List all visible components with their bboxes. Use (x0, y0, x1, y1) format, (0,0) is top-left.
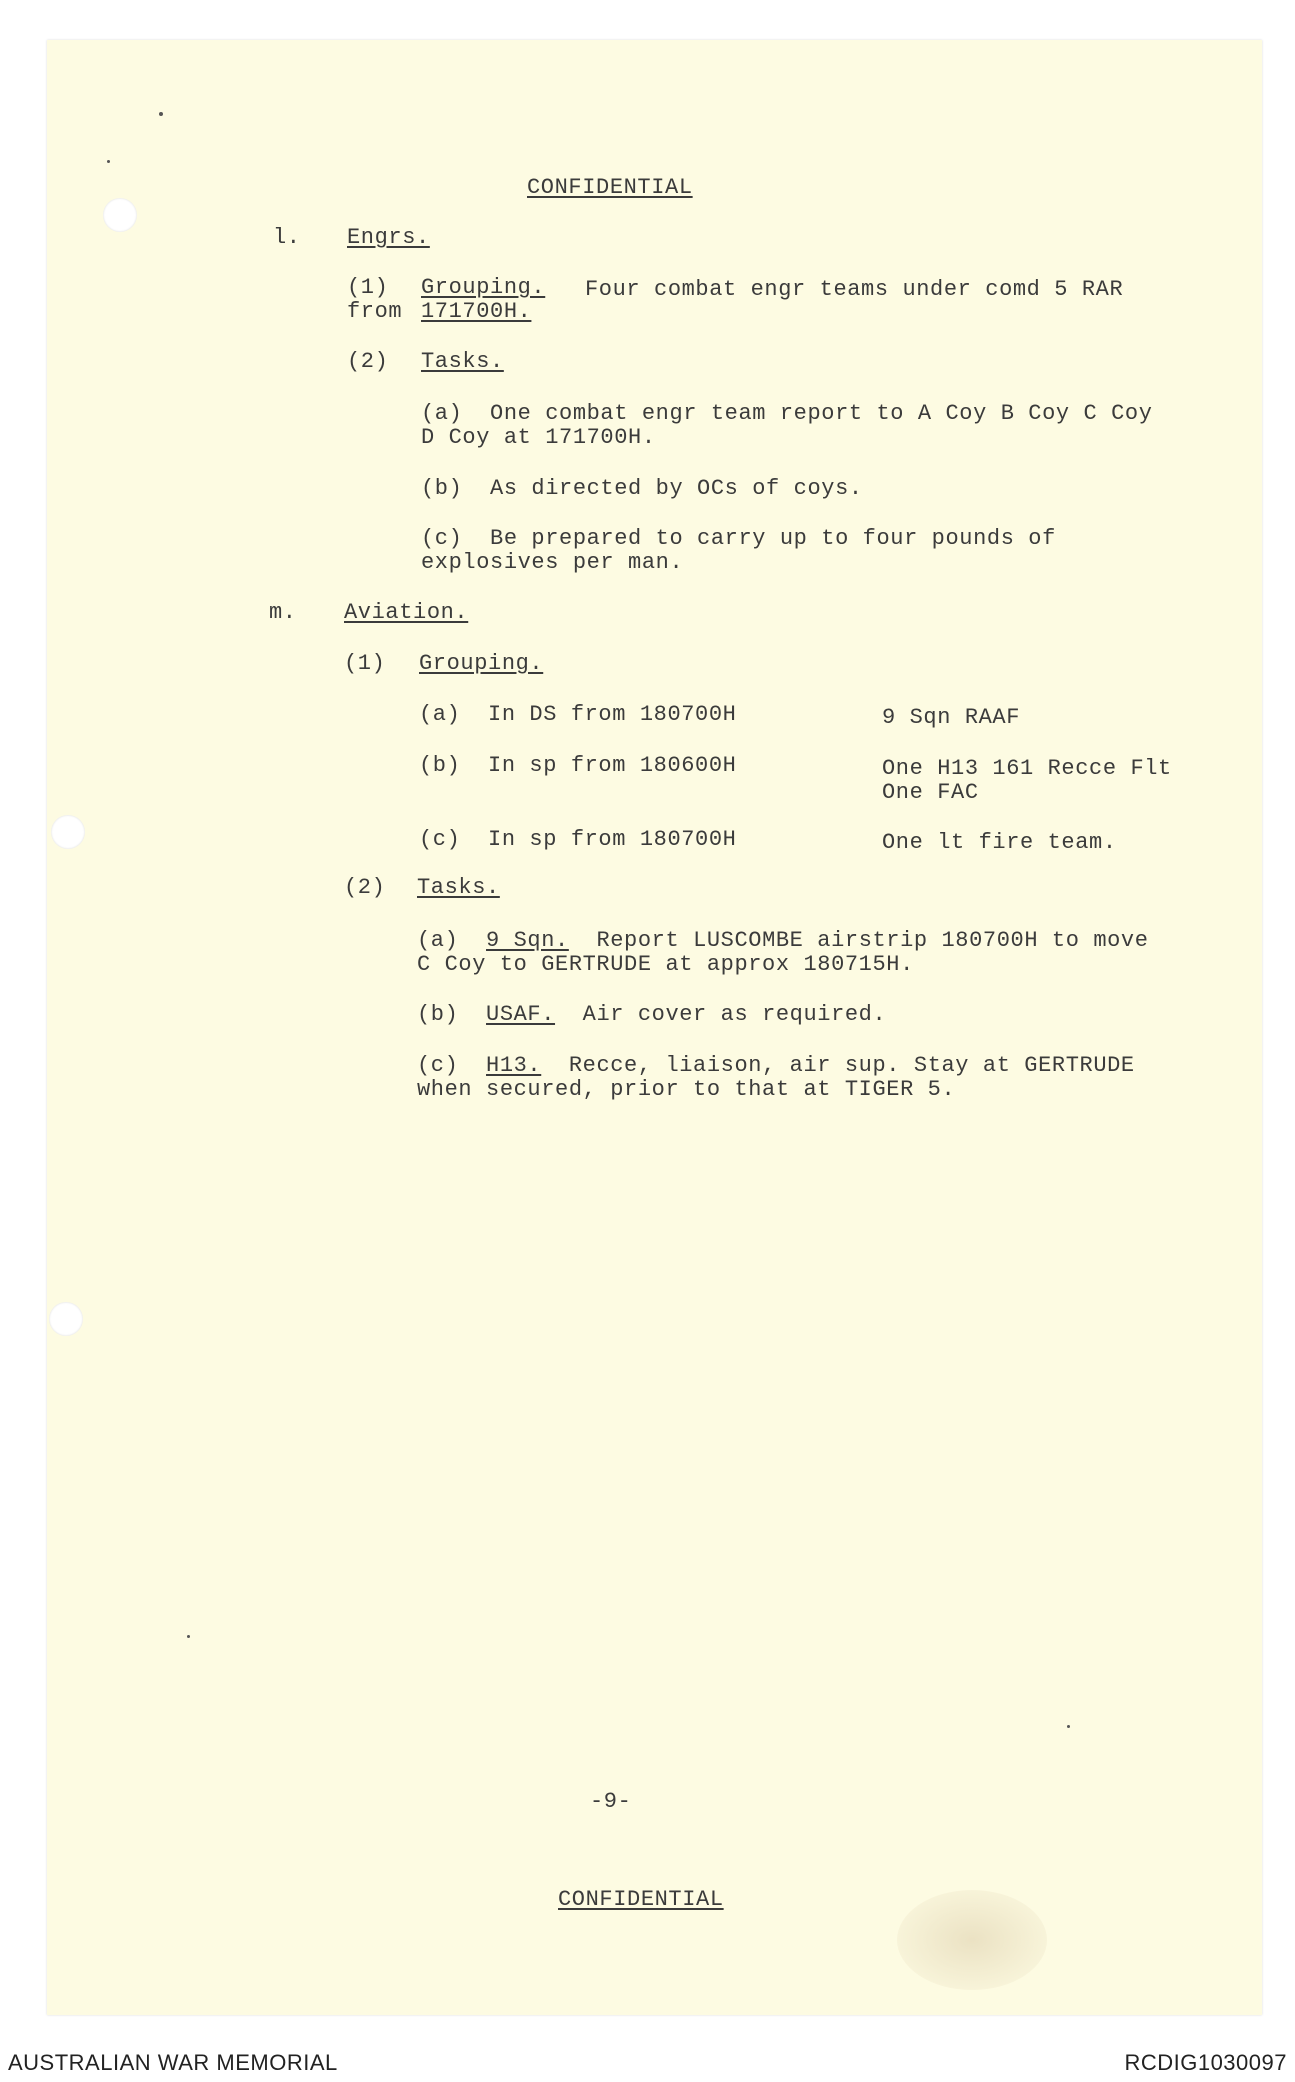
aviation-task-b-text: Air cover as required. (555, 1002, 887, 1027)
section-l-para1-title: Grouping. (421, 275, 546, 300)
aviation-task-a-text: Report LUSCOMBE airstrip 180700H to move (568, 928, 1149, 953)
section-l-number: l. (273, 225, 301, 250)
section-m-grouping-title: Grouping. (419, 651, 544, 676)
archive-reference: RCDIG1030097 (1124, 2050, 1287, 2075)
section-l-para2-title: Tasks. (421, 349, 504, 374)
document-page (47, 40, 1262, 2015)
archive-credit: AUSTRALIAN WAR MEMORIAL (8, 2050, 338, 2075)
paper-speck (1067, 1725, 1070, 1728)
grouping-row-a-left: (a) In DS from 180700H (419, 702, 737, 727)
task-c-line1: (c) Be prepared to carry up to four pounds of (421, 526, 1056, 551)
section-l-para1-date: 171700H. (421, 299, 532, 324)
section-m-tasks-title: Tasks. (417, 875, 500, 900)
aviation-task-a-cont: C Coy to GERTRUDE at approx 180715H. (417, 952, 914, 977)
aviation-task-b-label: USAF. (486, 1002, 556, 1027)
aviation-task-c (417, 1054, 1135, 1078)
task-c-line2: explosives per man. (421, 550, 684, 575)
paper-speck (107, 160, 110, 163)
punch-hole-top (103, 198, 137, 232)
grouping-row-c-right: One lt fire team. (882, 830, 1117, 855)
task-b-line1: (b) As directed by OCs of coys. (421, 476, 863, 501)
paper-speck (187, 1635, 190, 1638)
grouping-row-b-right-cont: One FAC (882, 780, 979, 805)
grouping-row-b-right: One H13 161 Recce Flt (882, 756, 1172, 781)
section-m-tasks-number: (2) (344, 875, 386, 900)
aviation-task-a-prefix: (a) (417, 928, 487, 953)
punch-hole-middle (51, 815, 85, 849)
aviation-task-b-prefix: (b) (417, 1002, 487, 1027)
section-l-title: Engrs. (347, 225, 430, 250)
aviation-task-a (417, 929, 1149, 953)
page-number: -9- (590, 1789, 632, 1814)
grouping-row-b-left: (b) In sp from 180600H (419, 753, 737, 778)
task-a-line2: D Coy at 171700H. (421, 425, 656, 450)
aviation-task-a-label: 9 Sqn. (486, 928, 569, 953)
aviation-task-b (417, 1003, 886, 1027)
task-a-line1: (a) One combat engr team report to A Coy B Coy C Coy (421, 401, 1153, 426)
punch-hole-bottom (49, 1302, 83, 1336)
section-l-para1-number: (1) (347, 275, 389, 300)
grouping-row-a-right: 9 Sqn RAAF (882, 705, 1021, 730)
aviation-task-c-prefix: (c) (417, 1053, 487, 1078)
footer-confidential: CONFIDENTIAL (558, 1887, 724, 1912)
section-l-para1-text: Four combat engr teams under comd 5 RAR (585, 277, 1124, 302)
aviation-task-c-label: H13. (486, 1053, 542, 1078)
section-m-number: m. (269, 600, 297, 625)
section-m-grouping-number: (1) (344, 651, 386, 676)
header-confidential: CONFIDENTIAL (527, 175, 693, 200)
section-l-para1-text-cont: from (347, 299, 417, 324)
paper-stain (897, 1890, 1047, 1990)
aviation-task-c-text: Recce, liaison, air sup. Stay at GERTRUDE (541, 1053, 1135, 1078)
grouping-row-c-left: (c) In sp from 180700H (419, 827, 737, 852)
section-l-para2-number: (2) (347, 349, 389, 374)
aviation-task-c-cont: when secured, prior to that at TIGER 5. (417, 1077, 956, 1102)
section-m-title: Aviation. (344, 600, 469, 625)
paper-speck (159, 112, 163, 116)
